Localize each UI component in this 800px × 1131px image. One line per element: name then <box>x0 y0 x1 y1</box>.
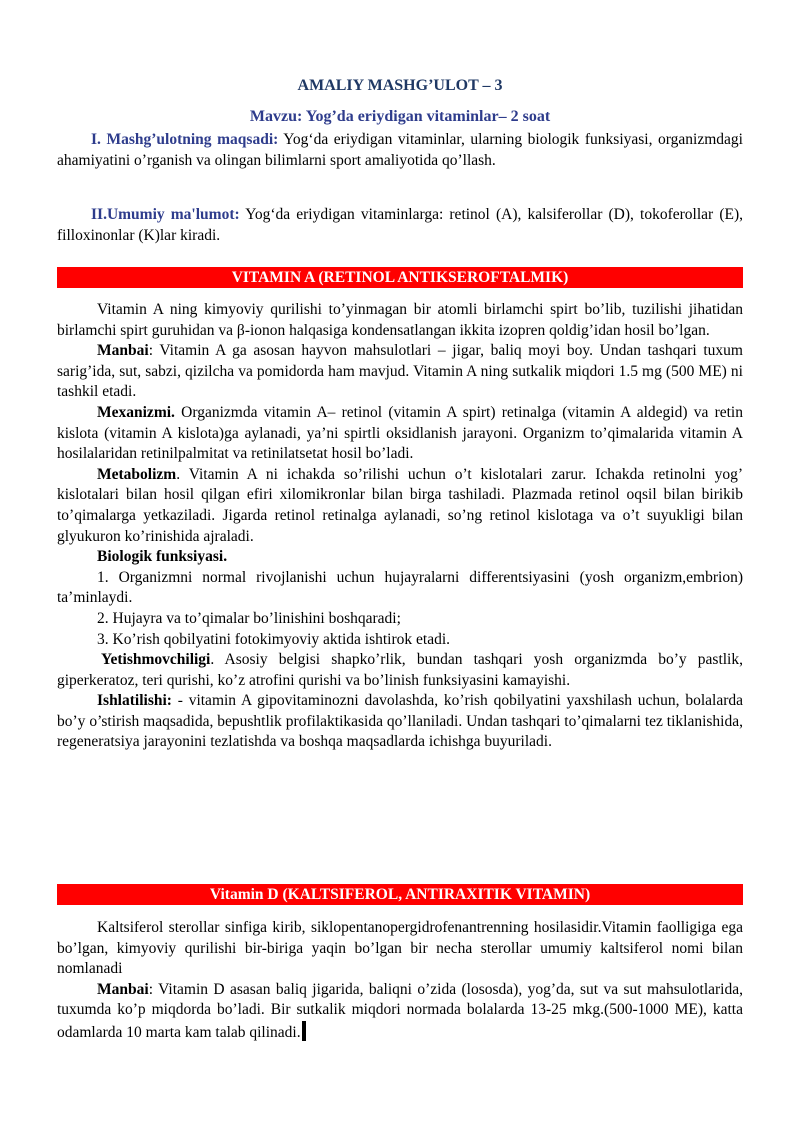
vitamin-d-source-label: Manbai <box>97 980 149 998</box>
section-general-info <box>57 205 743 246</box>
vitamin-a-source-label: Manbai <box>97 342 149 360</box>
vitamin-a-bio-item: 1. Organizmni normal rivojlanishi uchun hujayralarni differentsiyasini (yosh organizm,embrion) ta’minlaydi. <box>57 568 743 607</box>
general-info-text: Yog‘da eriydigan vitaminlarga: retinol (A), kalsiferollar (D), tokoferollar (E), filloxinonlar (K)lar kiradi. <box>57 206 743 244</box>
vitamin-a-deficiency-text: . Asosiy belgisi shapko’rlik, bundan tashqari yosh organizmda bo’y pastlik, giperkeratoz, teri qurishi, ko’z atrofini qurishi va bo’linish funksiyasini kamayishi. <box>57 651 743 689</box>
vitamin-a-mechanism-text: Organizmda vitamin A– retinol (vitamin A spirt) retinalga (vitamin A aldegid) va retin kislota (vitamin A kislota)ga aylanadi, ya’ni spirtli oksidlanish jarayoni. Organizm to’qimalarida vitamin A hosilalaridan retinilpalmitat va retinilatsetat hosil bo’ladi. <box>57 403 743 463</box>
topic-heading: Mavzu: Yog’da eriydigan vitaminlar– 2 soat <box>249 108 551 125</box>
vitamin-a-usage <box>57 691 743 753</box>
vitamin-a-bio-item: 2. Hujayra va to’qimalar bo’linishini boshqaradi; <box>97 609 401 627</box>
vitamin-a-mechanism-label: Mexanizmi. <box>97 403 175 421</box>
vitamin-a-metabolism-label: Metabolizm <box>97 465 177 483</box>
page-title: AMALIY MASHG’ULOT – 3 <box>297 77 503 94</box>
vitamin-a-deficiency-label: Yetishmovchiligi <box>101 651 211 669</box>
vitamin-a-heading-bar: VITAMIN A (RETINOL ANTIKSEROFTALMIK) <box>57 267 743 288</box>
goal-text: Yog‘da eriydigan vitaminlar, ularning biologik funksiyasi, organizmdagi ahamiyatini o’rganish va olingan bilimlarni sport amaliyotida qo’llash. <box>57 131 743 169</box>
vitamin-d-heading-bar: Vitamin D (KALTSIFEROL, ANTIRAXITIK VITAMIN) <box>57 884 743 905</box>
vitamin-a-body <box>57 300 743 753</box>
vitamin-d-source-text: : Vitamin D asasan baliq jigarida, baliqni o’zida (lososda), yog’da, sut va sut mahsulotlarida, tuxumda ko’p miqdorda bo’ladi. Bir sutkalik miqdori normada bolalarda 13-25 mkg.(500-1000 ME), katta odamlarda 10 marta kam talab qilinadi. <box>57 980 743 1041</box>
vitamin-a-usage-text: - vitamin A gipovitaminozni davolashda, ko’rish qobilyatini yaxshilash uchun, bolalarda bo’y o’stirish maqsadida, bepushtlik profilaktikasida qo’llaniladi. Undan tashqari to’qimalarni tez tiklanishida, regeneratsiya jarayonini tezlatishda va boshqa maqsadlarda ichishga buyuriladi. <box>57 692 743 751</box>
vitamin-a-intro: Vitamin A ning kimyoviy qurilishi to’yinmagan bir atomli birlamchi spirt bo’lib, tuzilishi jihatidan birlamchi spirt guruhidan va β-ionon halqasiga kondensatlangan ikkita izopren qoldig’idan hosil bo’lgan. <box>57 301 743 339</box>
vitamin-a-deficiency <box>57 650 743 691</box>
vitamin-a-mechanism <box>57 403 743 465</box>
vitamin-a-source-text: : Vitamin A ga asosan hayvon mahsulotlari – jigar, baliq moyi boy. Undan tashqari tuxum sarig’ida, sut, sabzi, qizilcha va pomidorda ham mavjud. Vitamin A ning sutkalik miqdori 1.5 mg (500 ME) ni tashkil etadi. <box>57 342 743 401</box>
goal-label: I. Mashg’ulotning maqsadi: <box>91 131 279 148</box>
vitamin-a-usage-label: Ishlatilishi: <box>97 692 172 710</box>
vitamin-a-bio-item: 3. Ko’rish qobilyatini fotokimyoviy aktida ishtirok etadi. <box>97 630 451 648</box>
vitamin-a-bio-label: Biologik funksiyasi. <box>97 548 228 566</box>
vitamin-a-metabolism <box>57 465 743 547</box>
vitamin-a-metabolism-text: . Vitamin A ni ichakda so’rilishi uchun o’t kislotalari zarur. Ichakda retinolni yog’ kislotalari bilan hosil qilgan efiri xilomikronlar bilan birga tashiladi. Plazmada retinol oqsil bilan birikib to’qimalarga yetkaziladi. Jigarda retinol retinalga aylanadi, so’ng retinol kislotaga va o’t suyukligi bilan glyukuron ko’rinishida ajraladi. <box>57 465 743 545</box>
section-goal <box>57 130 743 171</box>
vitamin-d-intro: Kaltsiferol sterollar sinfiga kirib, siklopentanopergidrofenantrenning hosilasidir.Vitamin faolligiga ega bo’lgan, kimyoviy qurilishi bir-biriga yaqin bo’lgan bir necha sterollar umumiy kaltsiferol nomi bilan nomlanadi <box>57 919 743 978</box>
text-cursor <box>302 1021 306 1041</box>
vitamin-d-source <box>57 980 743 1044</box>
general-info-label: II.Umumiy ma'lumot: <box>91 206 240 223</box>
vitamin-a-source <box>57 341 743 403</box>
vitamin-d-body <box>57 918 743 1044</box>
vitamin-a-bio-heading <box>57 547 743 568</box>
